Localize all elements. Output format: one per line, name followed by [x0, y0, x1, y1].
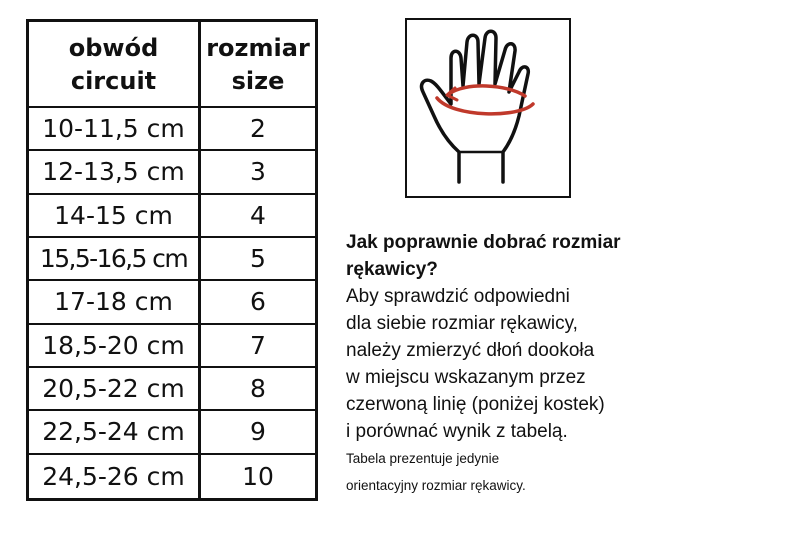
instructions-body-line-2: dla siebie rozmiar rękawicy,	[346, 313, 578, 334]
row-4-circuit-text: 15,5-16,5 cm	[39, 244, 188, 274]
row-7-circuit: 20,5-22 cm	[29, 368, 201, 411]
size-table	[26, 19, 318, 501]
row-5-size: 6	[201, 281, 315, 324]
instructions-body-line-6: i porównać wynik z tabelą.	[346, 421, 568, 442]
row-3-size: 4	[201, 195, 315, 238]
instructions-body-line-3: należy zmierzyć dłoń dookoła	[346, 340, 595, 361]
row-6-size: 7	[201, 325, 315, 368]
row-8-size: 9	[201, 411, 315, 454]
header-size-pl: rozmiar	[206, 34, 310, 62]
row-3-circuit: 14-15 cm	[29, 195, 201, 238]
hand-illustration	[405, 18, 571, 198]
header-circuit	[29, 22, 201, 108]
hand-outline-icon	[407, 20, 569, 196]
instructions-body-line-1: Aby sprawdzić odpowiedni	[346, 286, 570, 307]
row-6-circuit: 18,5-20 cm	[29, 325, 201, 368]
instructions-heading-line-2: rękawicy?	[346, 259, 438, 280]
instructions-note-line-1: Tabela prezentuje jedynie	[346, 451, 500, 466]
row-9-circuit: 24,5-26 cm	[29, 455, 201, 498]
row-1-circuit: 10-11,5 cm	[29, 108, 201, 151]
instructions-body-line-4: w miejscu wskazanym przez	[346, 367, 586, 388]
row-4-circuit	[29, 238, 201, 281]
instructions-heading-line-1: Jak poprawnie dobrać rozmiar	[346, 232, 621, 253]
instructions-body-line-5: czerwoną linię (poniżej kostek)	[346, 394, 605, 415]
instructions-note-line-2: orientacyjny rozmiar rękawicy.	[346, 478, 526, 493]
row-2-circuit: 12-13,5 cm	[29, 151, 201, 194]
header-circuit-pl: obwód	[68, 34, 159, 62]
instructions	[346, 229, 776, 499]
row-1-size: 2	[201, 108, 315, 151]
header-size	[201, 22, 315, 108]
row-4-size: 5	[201, 238, 315, 281]
header-size-en: size	[231, 67, 285, 95]
row-8-circuit: 22,5-24 cm	[29, 411, 201, 454]
header-circuit-en: circuit	[70, 67, 157, 95]
row-2-size: 3	[201, 151, 315, 194]
row-9-size: 10	[242, 461, 274, 491]
row-5-circuit: 17-18 cm	[29, 281, 201, 324]
row-7-size: 8	[201, 368, 315, 411]
